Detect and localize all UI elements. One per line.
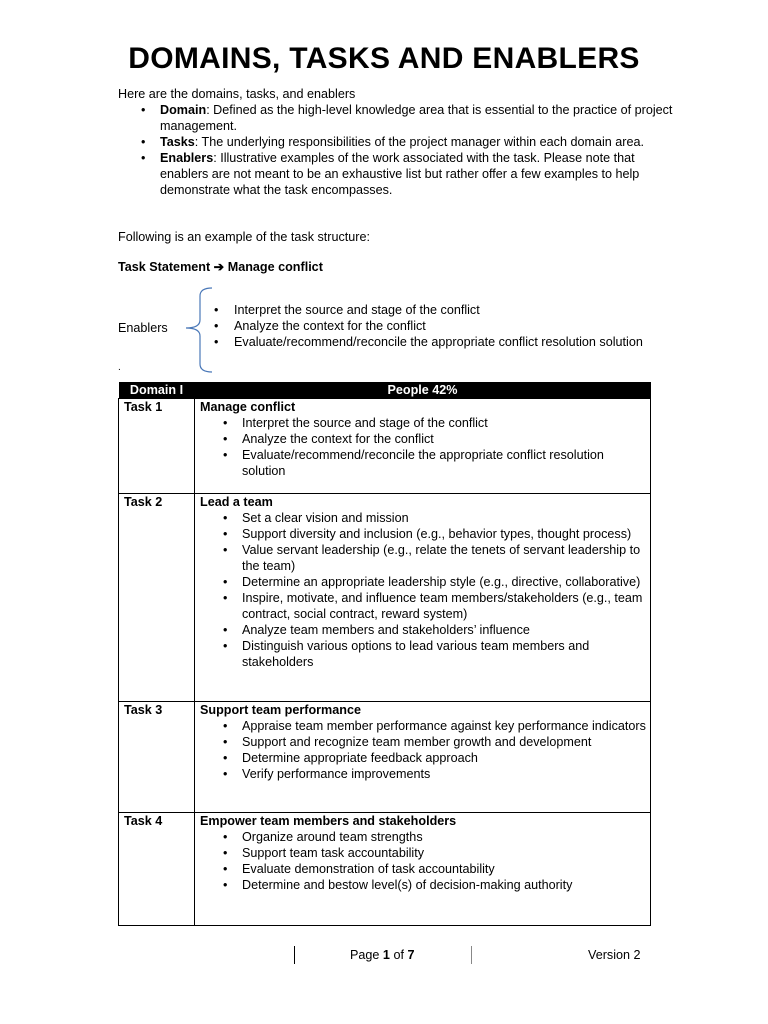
definition-item	[118, 150, 678, 198]
bullet-icon: •	[223, 432, 228, 446]
header-domain: Domain I	[119, 382, 195, 399]
example-intro: Following is an example of the task structure:	[118, 230, 370, 244]
curly-brace-icon	[180, 286, 219, 374]
bullet-icon: •	[223, 511, 228, 525]
bullet-icon: •	[223, 719, 228, 733]
version-label: Version 2	[588, 948, 641, 962]
task-statement-value: Manage conflict	[227, 260, 323, 274]
task-enablers	[200, 510, 646, 670]
list-item: • Support diversity and inclusion (e.g., behavior types, thought process)	[223, 527, 632, 541]
bullet-icon: •	[223, 591, 228, 605]
list-item: • Support team task accountability	[223, 846, 425, 860]
list-item: • Determine appropriate feedback approach	[223, 751, 478, 765]
list-item: • Analyze team members and stakeholders’ influence	[223, 623, 530, 637]
list-item: • Determine an appropriate leadership style (e.g., directive, collaborative)	[223, 575, 641, 589]
task-title: Manage conflict	[200, 400, 296, 414]
list-item: • Analyze the context for the conflict	[223, 432, 434, 446]
task-content	[195, 813, 651, 926]
bullet-icon: •	[223, 575, 228, 589]
page-title: DOMAINS, TASKS AND ENABLERS	[128, 42, 640, 75]
definition-item	[118, 134, 678, 150]
table-row	[119, 702, 651, 813]
task-content	[195, 494, 651, 702]
enabler-item: • Interpret the source and stage of the conflict	[214, 303, 480, 317]
enabler-item: • Evaluate/recommend/reconcile the appropriate conflict resolution solution	[214, 335, 643, 349]
definition-term: Domain	[160, 103, 207, 117]
table-row	[119, 494, 651, 702]
stray-mark: .	[118, 362, 121, 373]
definition-text: : Defined as the high-level knowledge area that is essential to the practice of project management.	[160, 103, 673, 133]
bullet-icon: •	[141, 135, 146, 149]
list-item: • Interpret the source and stage of the conflict	[223, 416, 488, 430]
bullet-icon: •	[223, 527, 228, 541]
table-header-row	[119, 382, 651, 399]
intro-definitions	[118, 102, 678, 198]
definition-term: Tasks	[160, 135, 195, 149]
intro-section	[118, 86, 678, 198]
task-statement-prefix: Task Statement	[118, 260, 211, 274]
bullet-icon: •	[223, 767, 228, 781]
task-content	[195, 399, 651, 494]
task-title: Empower team members and stakeholders	[200, 814, 457, 828]
bullet-icon: •	[223, 735, 228, 749]
header-title: People 42%	[195, 382, 651, 399]
bullet-icon: •	[223, 448, 228, 462]
table-row	[119, 813, 651, 926]
list-item: • Appraise team member performance against key performance indicators	[223, 719, 646, 733]
bullet-icon: •	[214, 335, 219, 349]
list-item: • Set a clear vision and mission	[223, 511, 409, 525]
table-row	[119, 399, 651, 494]
list-item: • Verify performance improvements	[223, 767, 431, 781]
footer-divider	[294, 946, 295, 964]
bullet-icon: •	[141, 151, 146, 165]
task-label: Task 1	[119, 399, 195, 494]
page-number: Page 1 of 7	[350, 948, 415, 962]
task-enablers	[200, 829, 646, 893]
list-item: • Value servant leadership (e.g., relate the tenets of servant leadership to the team)	[223, 543, 641, 573]
intro-lead: Here are the domains, tasks, and enablers	[118, 87, 356, 101]
list-item: • Distinguish various options to lead various team members and stakeholders	[223, 639, 590, 669]
footer-divider	[471, 946, 472, 964]
enablers-label: Enablers	[118, 321, 168, 335]
bullet-icon: •	[223, 416, 228, 430]
list-item: • Evaluate demonstration of task accountability	[223, 862, 495, 876]
bullet-icon: •	[223, 862, 228, 876]
list-item: • Determine and bestow level(s) of decision-making authority	[223, 878, 573, 892]
task-label: Task 4	[119, 813, 195, 926]
task-label: Task 3	[119, 702, 195, 813]
bullet-icon: •	[141, 103, 146, 117]
bullet-icon: •	[214, 319, 219, 333]
definition-item	[118, 102, 678, 134]
bullet-icon: •	[223, 543, 228, 557]
task-enablers	[200, 415, 646, 479]
bullet-icon: •	[214, 303, 219, 317]
task-enablers	[200, 718, 646, 782]
bullet-icon: •	[223, 830, 228, 844]
enabler-item: • Analyze the context for the conflict	[214, 319, 426, 333]
domain-table	[118, 382, 651, 926]
arrow-right-icon: ➔	[213, 260, 225, 274]
bullet-icon: •	[223, 846, 228, 860]
bullet-icon: •	[223, 751, 228, 765]
example-enablers-list	[214, 302, 643, 350]
bullet-icon: •	[223, 623, 228, 637]
task-label: Task 2	[119, 494, 195, 702]
definition-text: : Illustrative examples of the work associated with the task. Please note that enablers are not meant to be an exhaustive list but rather offer a few examples to help demonstrate what the task encompasses.	[160, 151, 640, 197]
task-statement	[118, 259, 323, 274]
bullet-icon: •	[223, 878, 228, 892]
list-item: • Evaluate/recommend/reconcile the appropriate conflict resolution solution	[223, 448, 604, 478]
list-item: • Inspire, motivate, and influence team members/stakeholders (e.g., team contract, social contract, reward system)	[223, 591, 643, 621]
definition-text: : The underlying responsibilities of the project manager within each domain area.	[194, 135, 644, 149]
bullet-icon: •	[223, 639, 228, 653]
task-content	[195, 702, 651, 813]
task-title: Lead a team	[200, 495, 273, 509]
list-item: • Organize around team strengths	[223, 830, 423, 844]
task-title: Support team performance	[200, 703, 361, 717]
list-item: • Support and recognize team member growth and development	[223, 735, 592, 749]
definition-term: Enablers	[160, 151, 214, 165]
